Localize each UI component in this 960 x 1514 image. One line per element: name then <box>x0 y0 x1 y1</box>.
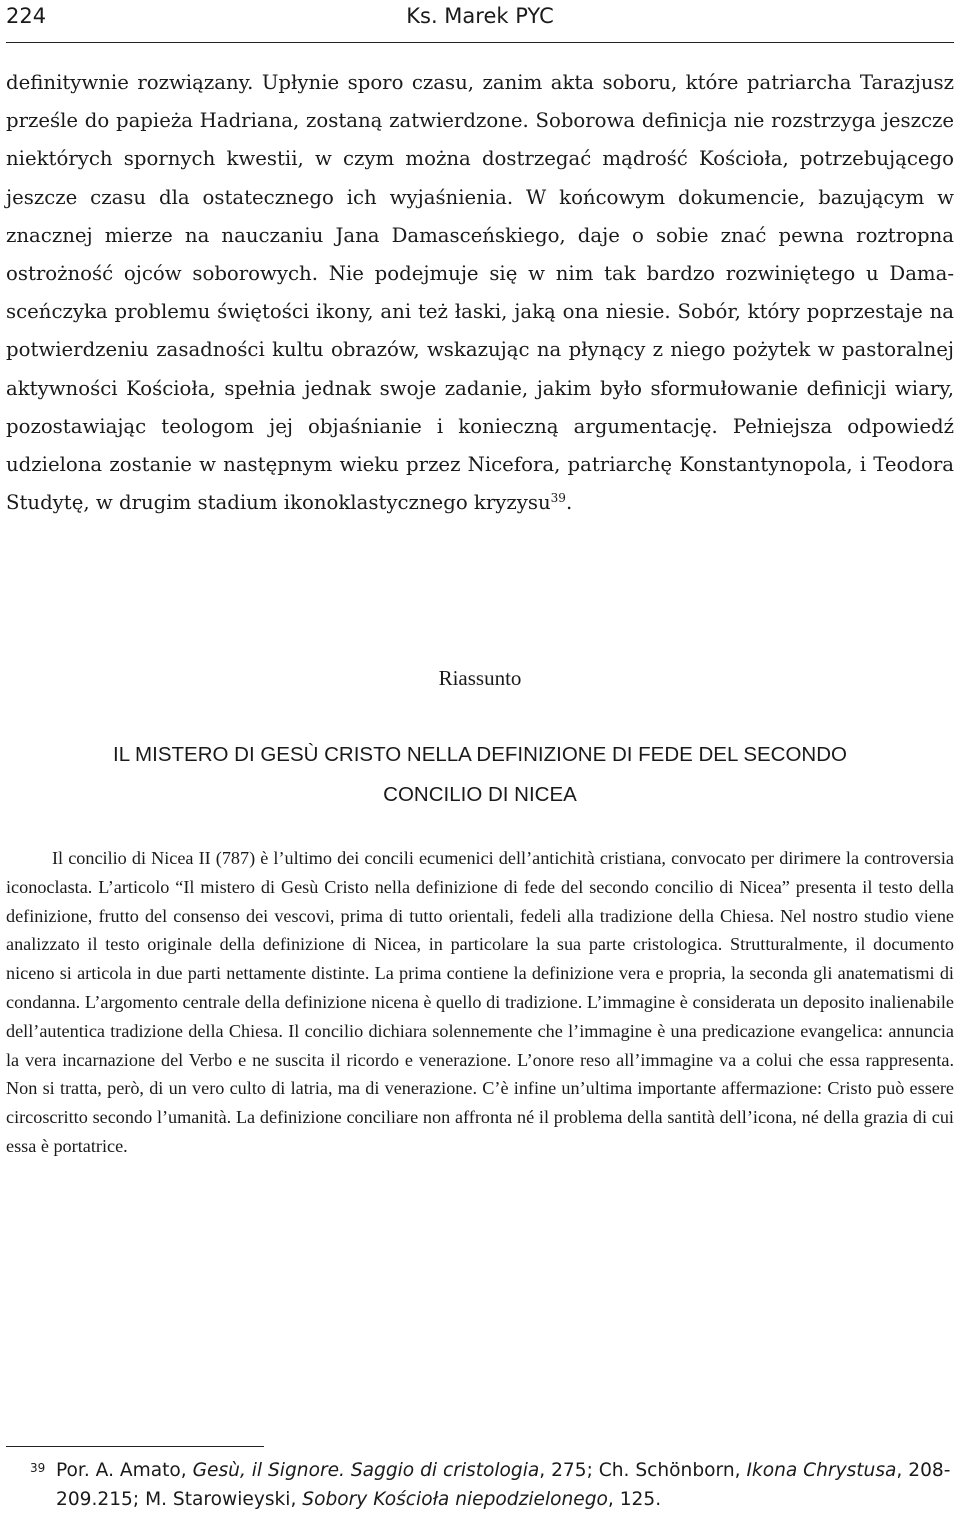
footnote <box>30 1456 954 1514</box>
footnote-text-1: Por. A. Amato, <box>56 1460 193 1481</box>
footnote-text-4: , 125. <box>607 1489 662 1510</box>
footnote-text-2: , 275; Ch. Schönborn, <box>539 1460 747 1481</box>
summary-heading: Riassunto <box>438 666 522 690</box>
header-divider <box>6 42 954 43</box>
page-number: 224 <box>6 4 47 28</box>
footnote-number: 39 <box>30 1461 46 1475</box>
footnote-text-3: , 208-209.215; M. Starowieyski, <box>56 1460 951 1510</box>
footnote-title-2: Ikona Chrystusa <box>746 1460 897 1481</box>
body-paragraph <box>6 64 954 522</box>
summary-title-line-2: CONCILIO DI NICEA <box>383 783 577 806</box>
footnote-title-3: Sobory Kościoła niepodzielonego <box>302 1489 608 1510</box>
summary-title <box>40 735 920 815</box>
running-head-author: Ks. Marek PYC <box>406 4 554 28</box>
summary-text: Il concilio di Nicea II (787) è l’ultimo dei concili ecumenici dell’antichità cristiana, convocato per dirimere la controversia iconoclasta. L’articolo “Il mistero di Gesù Cristo nella definizione di fede del secondo concilio di Nicea” presenta il testo della definizione, frutto del consenso dei vescovi, prima di tutto orientali, fedeli alla tradizione della Chiesa. Nel nostro studio viene analizzato il testo originale della definizione di Nicea, in particolare la sua parte cristologica. Strutturalmente, il documento niceno si articola in due parti nettamente distinte. La prima contiene la definizione vera e propria, la seconda gli anatematismi di condanna. L’argomento centrale della definizione nicena è quello di tradizione. L’immagine è considerata un deposito inalienabile dell’autentica tradizione della Chiesa. Il concilio dichiara solennemente che l’immagine è una predicazione evangelica: annuncia la vera incarnazione del Verbo e ne suscita il ricordo e venerazione. L’onore reso all’immagine va a colui che essa rappresenta. Non si tratta, però, di un vero culto di latria, ma di venerazione. C’è infine un’ultima importante affermazione: Cristo può essere circoscritto secondo l’umanità. La definizione conciliare non affronta né il problema della santità dell’icona, né della grazia di cui essa è portatrice. <box>6 848 954 1156</box>
footnote-reference[interactable]: 39 <box>550 491 566 506</box>
footnote-title-1: Gesù, il Signore. Saggio di cristologia <box>192 1460 540 1481</box>
running-header <box>6 2 954 38</box>
summary-title-line-1: IL MISTERO DI GESÙ CRISTO NELLA DEFINIZIONE DI FEDE DEL SECONDO <box>113 743 847 766</box>
paragraph-end: . <box>565 491 573 515</box>
footnote-divider <box>6 1446 264 1447</box>
body-paragraph-text: definitywnie rozwiązany. Upłynie sporo czasu, zanim akta soboru, które patriarcha Tarazjusz prześle do papieża Hadriana, zostaną zatwierdzone. Soborowa definicja nie rozstrzyga jeszcze niektórych spornych kwestii, w czym można dostrzegać mądrość Kościoła, potrzebującego jeszcze czasu dla ostatecznego ich wyjaśnienia. W końcowym dokumencie, bazującym w znacznej mierze na nauczaniu Jana Damasceńskiego, daje o sobie znać pewna roztropna ostrożność ojców soborowych. Nie podejmuje się w nim tak bardzo rozwiniętego u Damasceńczyka problemu świętości ikony, ani też łaski, jaką ona niesie. Sobór, który poprzestaje na potwierdzeniu zasadności kultu obrazów, wskazując na płynący z niego pożytek w pastoralnej aktywności Kościoła, spełnia jednak swoje zadanie, jakim było sformułowanie definicji wiary, pozostawiając teologom jej objaśnianie i konieczną argumentację. Pełniejsza odpowiedź udzielona zostanie w następnym wieku przez Nicefora, patriarchę Konstantynopola, i Teodora Studytę, w drugim stadium ikonoklastycznego kryzysu <box>6 71 954 515</box>
